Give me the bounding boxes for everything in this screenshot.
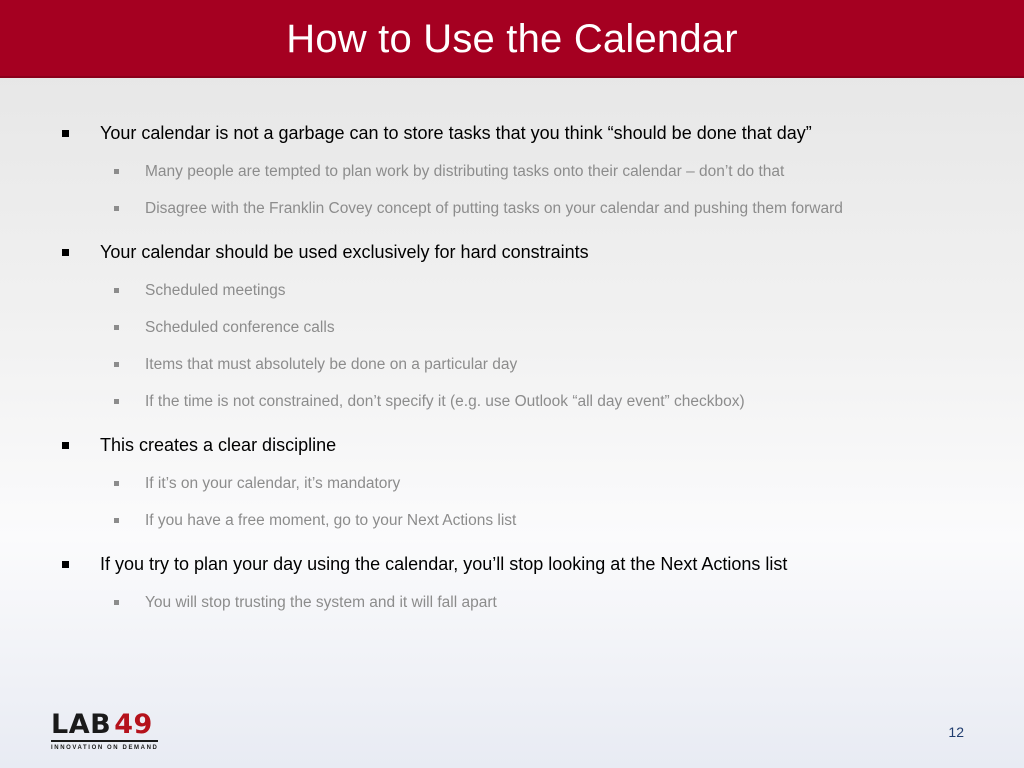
square-bullet-icon (62, 561, 69, 568)
small-square-bullet-icon (114, 600, 119, 605)
bullet-list (58, 120, 998, 614)
bullet-item (58, 551, 998, 577)
sub-bullet-text: Many people are tempted to plan work by distributing tasks onto their calendar – don’t do that (145, 163, 785, 180)
small-square-bullet-icon (114, 518, 119, 523)
bullet-text: Your calendar is not a garbage can to store tasks that you think “should be done that day” (100, 123, 812, 143)
small-square-bullet-icon (114, 362, 119, 367)
small-square-bullet-icon (114, 325, 119, 330)
sub-bullet-text: If it’s on your calendar, it’s mandatory (145, 475, 401, 492)
logo-divider (51, 740, 158, 742)
bullet-text: Your calendar should be used exclusively for hard constraints (100, 242, 589, 262)
sub-bullet-item (58, 354, 998, 376)
sub-bullet-item (58, 510, 998, 532)
sub-bullet-text: Scheduled meetings (145, 282, 286, 299)
bullet-item (58, 432, 998, 458)
square-bullet-icon (62, 442, 69, 449)
logo-wordmark (51, 709, 159, 740)
sub-bullet-text: If the time is not constrained, don’t specify it (e.g. use Outlook “all day event” checkbox) (145, 393, 745, 410)
page-number: 12 (948, 724, 964, 740)
sub-bullet-item (58, 317, 998, 339)
sub-bullet-item (58, 473, 998, 495)
slide-title: How to Use the Calendar (286, 17, 738, 61)
sub-bullet-text: Items that must absolutely be done on a particular day (145, 356, 518, 373)
sub-bullet-item (58, 280, 998, 302)
lab49-logo (51, 709, 159, 752)
sub-bullet-text: If you have a free moment, go to your Next Actions list (145, 512, 517, 529)
small-square-bullet-icon (114, 399, 119, 404)
sub-bullet-text: Disagree with the Franklin Covey concept of putting tasks on your calendar and pushing them forward (145, 200, 843, 217)
sub-bullet-item (58, 161, 998, 183)
small-square-bullet-icon (114, 481, 119, 486)
sub-bullet-item (58, 592, 998, 614)
logo-tagline: INNOVATION ON DEMAND (51, 745, 159, 751)
small-square-bullet-icon (114, 169, 119, 174)
sub-bullet-text: Scheduled conference calls (145, 319, 335, 336)
logo-lab-text: LAB (51, 709, 112, 740)
small-square-bullet-icon (114, 206, 119, 211)
sub-bullet-text: You will stop trusting the system and it will fall apart (145, 594, 497, 611)
square-bullet-icon (62, 249, 69, 256)
sub-bullet-item (58, 391, 998, 413)
small-square-bullet-icon (114, 288, 119, 293)
square-bullet-icon (62, 130, 69, 137)
logo-number-text: 49 (114, 709, 153, 740)
title-bar (0, 0, 1024, 78)
bullet-item (58, 239, 998, 265)
bullet-item (58, 120, 998, 146)
sub-bullet-item (58, 198, 998, 220)
bullet-text: If you try to plan your day using the calendar, you’ll stop looking at the Next Actions list (100, 554, 788, 574)
bullet-text: This creates a clear discipline (100, 435, 337, 455)
